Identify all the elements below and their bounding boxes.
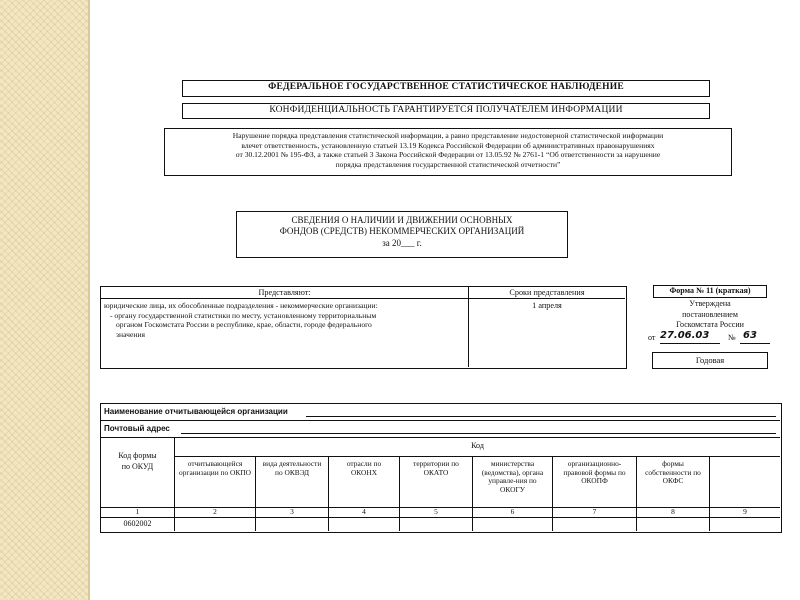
col-header-okfs: формы собственности по ОКФС bbox=[645, 459, 701, 486]
submitters-header-divider bbox=[101, 298, 625, 299]
address-label: Почтовый адрес bbox=[104, 424, 170, 433]
header-line-1: ФЕДЕРАЛЬНОЕ ГОСУДАРСТВЕННОЕ СТАТИСТИЧЕСКОЕ НАБЛЮДЕНИЕ bbox=[268, 82, 624, 92]
federal-observation-header bbox=[182, 80, 710, 97]
approval-num-label: № bbox=[728, 333, 736, 342]
col-header-okved: вида деятельности по ОКВЭД bbox=[262, 459, 322, 477]
row-divider-2 bbox=[101, 437, 780, 438]
okud-value: 0602002 bbox=[123, 519, 152, 528]
col-divider-8 bbox=[709, 456, 710, 531]
code-group-header: Код bbox=[471, 441, 484, 450]
col-number-9: 9 bbox=[743, 507, 747, 516]
left-decorative-strip bbox=[0, 0, 88, 600]
col-header-okogu: министерства (ведомства), органа управле-ния по ОКОГУ bbox=[481, 459, 544, 494]
col-header-okato: территории по ОКАТО bbox=[413, 459, 459, 477]
address-fill-line bbox=[181, 433, 776, 434]
submitters-line-1: юридические лица, их обособленные подразделения - некоммерческие организации: bbox=[104, 301, 378, 310]
col-number-1: 1 bbox=[135, 507, 140, 516]
org-name-fill-line bbox=[306, 416, 776, 417]
submitters-column-divider bbox=[468, 287, 469, 367]
numbers-row-bottom bbox=[101, 517, 780, 518]
approval-from-label: от bbox=[648, 333, 656, 342]
col-header-okonh: отрасли по ОКОНХ bbox=[346, 459, 382, 477]
submitters-table bbox=[100, 286, 627, 369]
row-divider-1 bbox=[101, 420, 780, 421]
form-document bbox=[90, 0, 800, 600]
approval-line-1: Утверждена bbox=[689, 299, 731, 308]
org-name-label: Наименование отчитывающейся организации bbox=[104, 407, 288, 416]
col-number-4: 4 bbox=[362, 507, 366, 516]
col-header-okpo: отчитывающейся организации по ОКПО bbox=[179, 459, 251, 477]
form-number-box bbox=[653, 285, 767, 298]
header-line-2: КОНФИДЕНЦИАЛЬНОСТЬ ГАРАНТИРУЕТСЯ ПОЛУЧАТЕЛЕМ ИНФОРМАЦИИ bbox=[269, 105, 623, 115]
submitters-line-4: значения bbox=[116, 329, 145, 339]
code-subheader-divider bbox=[175, 456, 780, 457]
submitters-line-2: - органу государственной статистики по месту, установленному территориальным bbox=[110, 310, 377, 320]
submitters-header-right: Сроки представления bbox=[509, 288, 585, 297]
col-number-5: 5 bbox=[434, 507, 438, 516]
submitters-line-3: органом Госкомстата России в республике, крае, области, городе федерального bbox=[116, 320, 372, 330]
warning-line-2: влечет ответственность, установленную статьей 13.19 Кодекса Российской Федерации об административных правонарушениях bbox=[241, 140, 655, 150]
col-number-7: 7 bbox=[592, 507, 597, 516]
date-underline bbox=[660, 343, 720, 344]
okud-header: Код формы по ОКУД bbox=[118, 451, 157, 471]
report-title-box bbox=[236, 211, 568, 258]
submitters-text bbox=[104, 301, 466, 339]
col-number-8: 8 bbox=[671, 507, 675, 516]
warning-line-1: Нарушение порядка представления статистической информации, а равно представление недостоверной статистической информации bbox=[232, 131, 664, 140]
title-line-2: ФОНДОВ (СРЕДСТВ) НЕКОММЕРЧЕСКИХ ОРГАНИЗАЦИЙ bbox=[279, 226, 525, 236]
deadline-value: 1 апреля bbox=[532, 301, 562, 310]
title-line-3: за 20___ г. bbox=[382, 238, 422, 248]
period-box bbox=[652, 352, 768, 369]
approval-line-3: Госкомстата России bbox=[676, 320, 744, 329]
codes-table bbox=[100, 403, 782, 533]
approval-date-line bbox=[648, 330, 778, 344]
form-number: Форма № 11 (краткая) bbox=[669, 286, 751, 295]
col-number-6: 6 bbox=[510, 507, 515, 516]
title-line-1: СВЕДЕНИЯ О НАЛИЧИИ И ДВИЖЕНИИ ОСНОВНЫХ bbox=[291, 215, 513, 225]
col-number-2: 2 bbox=[213, 507, 217, 516]
period-value: Годовая bbox=[695, 355, 725, 365]
warning-line-3: от 30.12.2001 № 195-ФЗ, а также статьей 3 Закона Российской Федерации от 13.05.92 № 2761-1 “Об ответственности за нарушение bbox=[235, 150, 661, 160]
submitters-header-left: Представляют: bbox=[258, 288, 311, 297]
confidentiality-header bbox=[182, 103, 710, 119]
approval-line-2: постановлением bbox=[682, 309, 738, 319]
approval-block bbox=[643, 299, 777, 331]
number-underline bbox=[740, 343, 770, 344]
approval-date: 27.06.03 bbox=[660, 330, 710, 341]
col-number-3: 3 bbox=[290, 507, 294, 516]
approval-number: 63 bbox=[743, 330, 757, 341]
warning-line-4: порядка представления государственной статистической отчетности” bbox=[335, 159, 561, 169]
legal-warning-box bbox=[164, 128, 732, 176]
col-header-okopf: организационно-правовой формы по ОКОПФ bbox=[563, 459, 626, 486]
